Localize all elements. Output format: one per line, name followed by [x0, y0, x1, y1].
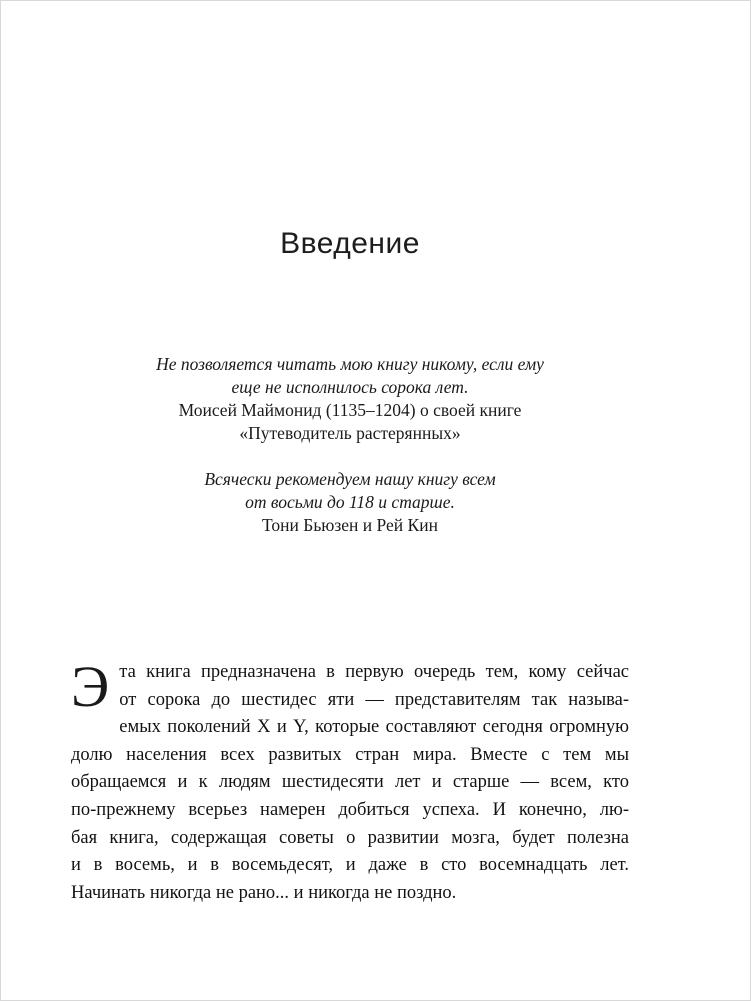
- quote-line: Не позволяется читать мою книгу никому, если ему: [156, 354, 544, 374]
- text-line: по-прежнему всерьез намерен добиться успеха. И конечно, лю-: [71, 799, 629, 820]
- epigraph-maimonides: [71, 353, 629, 445]
- epigraph-quote: [71, 468, 629, 514]
- epigraph-buzan: [71, 468, 629, 537]
- attribution-line: «Путеводитель растерянных»: [239, 423, 461, 443]
- text-line: и в восемь, и в восемьдесят, и даже в сто восемнадцать лет.: [71, 855, 629, 876]
- chapter-title: Введение: [280, 227, 420, 260]
- text-line: Начинать никогда не рано... и никогда не поздно.: [71, 882, 457, 903]
- quote-line: от восьми до 118 и старше.: [245, 492, 455, 512]
- text-line: от сорока до шестидес яти — представителям так называ-: [119, 689, 629, 710]
- quote-line: Всячески рекомендуем нашу книгу всем: [204, 469, 496, 489]
- drop-cap: Э: [71, 654, 110, 719]
- quote-line: еще не исполнилось сорока лет.: [231, 377, 469, 397]
- body-paragraph: [71, 654, 629, 907]
- text-line: долю населения всех развитых стран мира. Вместе с тем мы: [71, 744, 629, 765]
- epigraph-attribution: [71, 514, 629, 537]
- attribution-line: Тони Бьюзен и Рей Кин: [262, 515, 438, 535]
- epigraph-attribution: [71, 399, 629, 445]
- epigraph-quote: [71, 353, 629, 399]
- epigraphs: [71, 353, 629, 537]
- text-line: бая книга, содержащая советы о развитии мозга, будет полезна: [71, 827, 629, 848]
- text-block: [71, 1, 629, 907]
- text-line: та книга предназначена в первую очередь тем, кому сейчас: [119, 662, 629, 682]
- text-line: обращаемся и к людям шестидесяти лет и старше — всем, кто: [71, 772, 629, 793]
- text-line: емых поколений X и Y, которые составляют сегодня огромную: [119, 717, 629, 738]
- attribution-line: Моисей Маймонид (1135–1204) о своей книге: [178, 400, 522, 420]
